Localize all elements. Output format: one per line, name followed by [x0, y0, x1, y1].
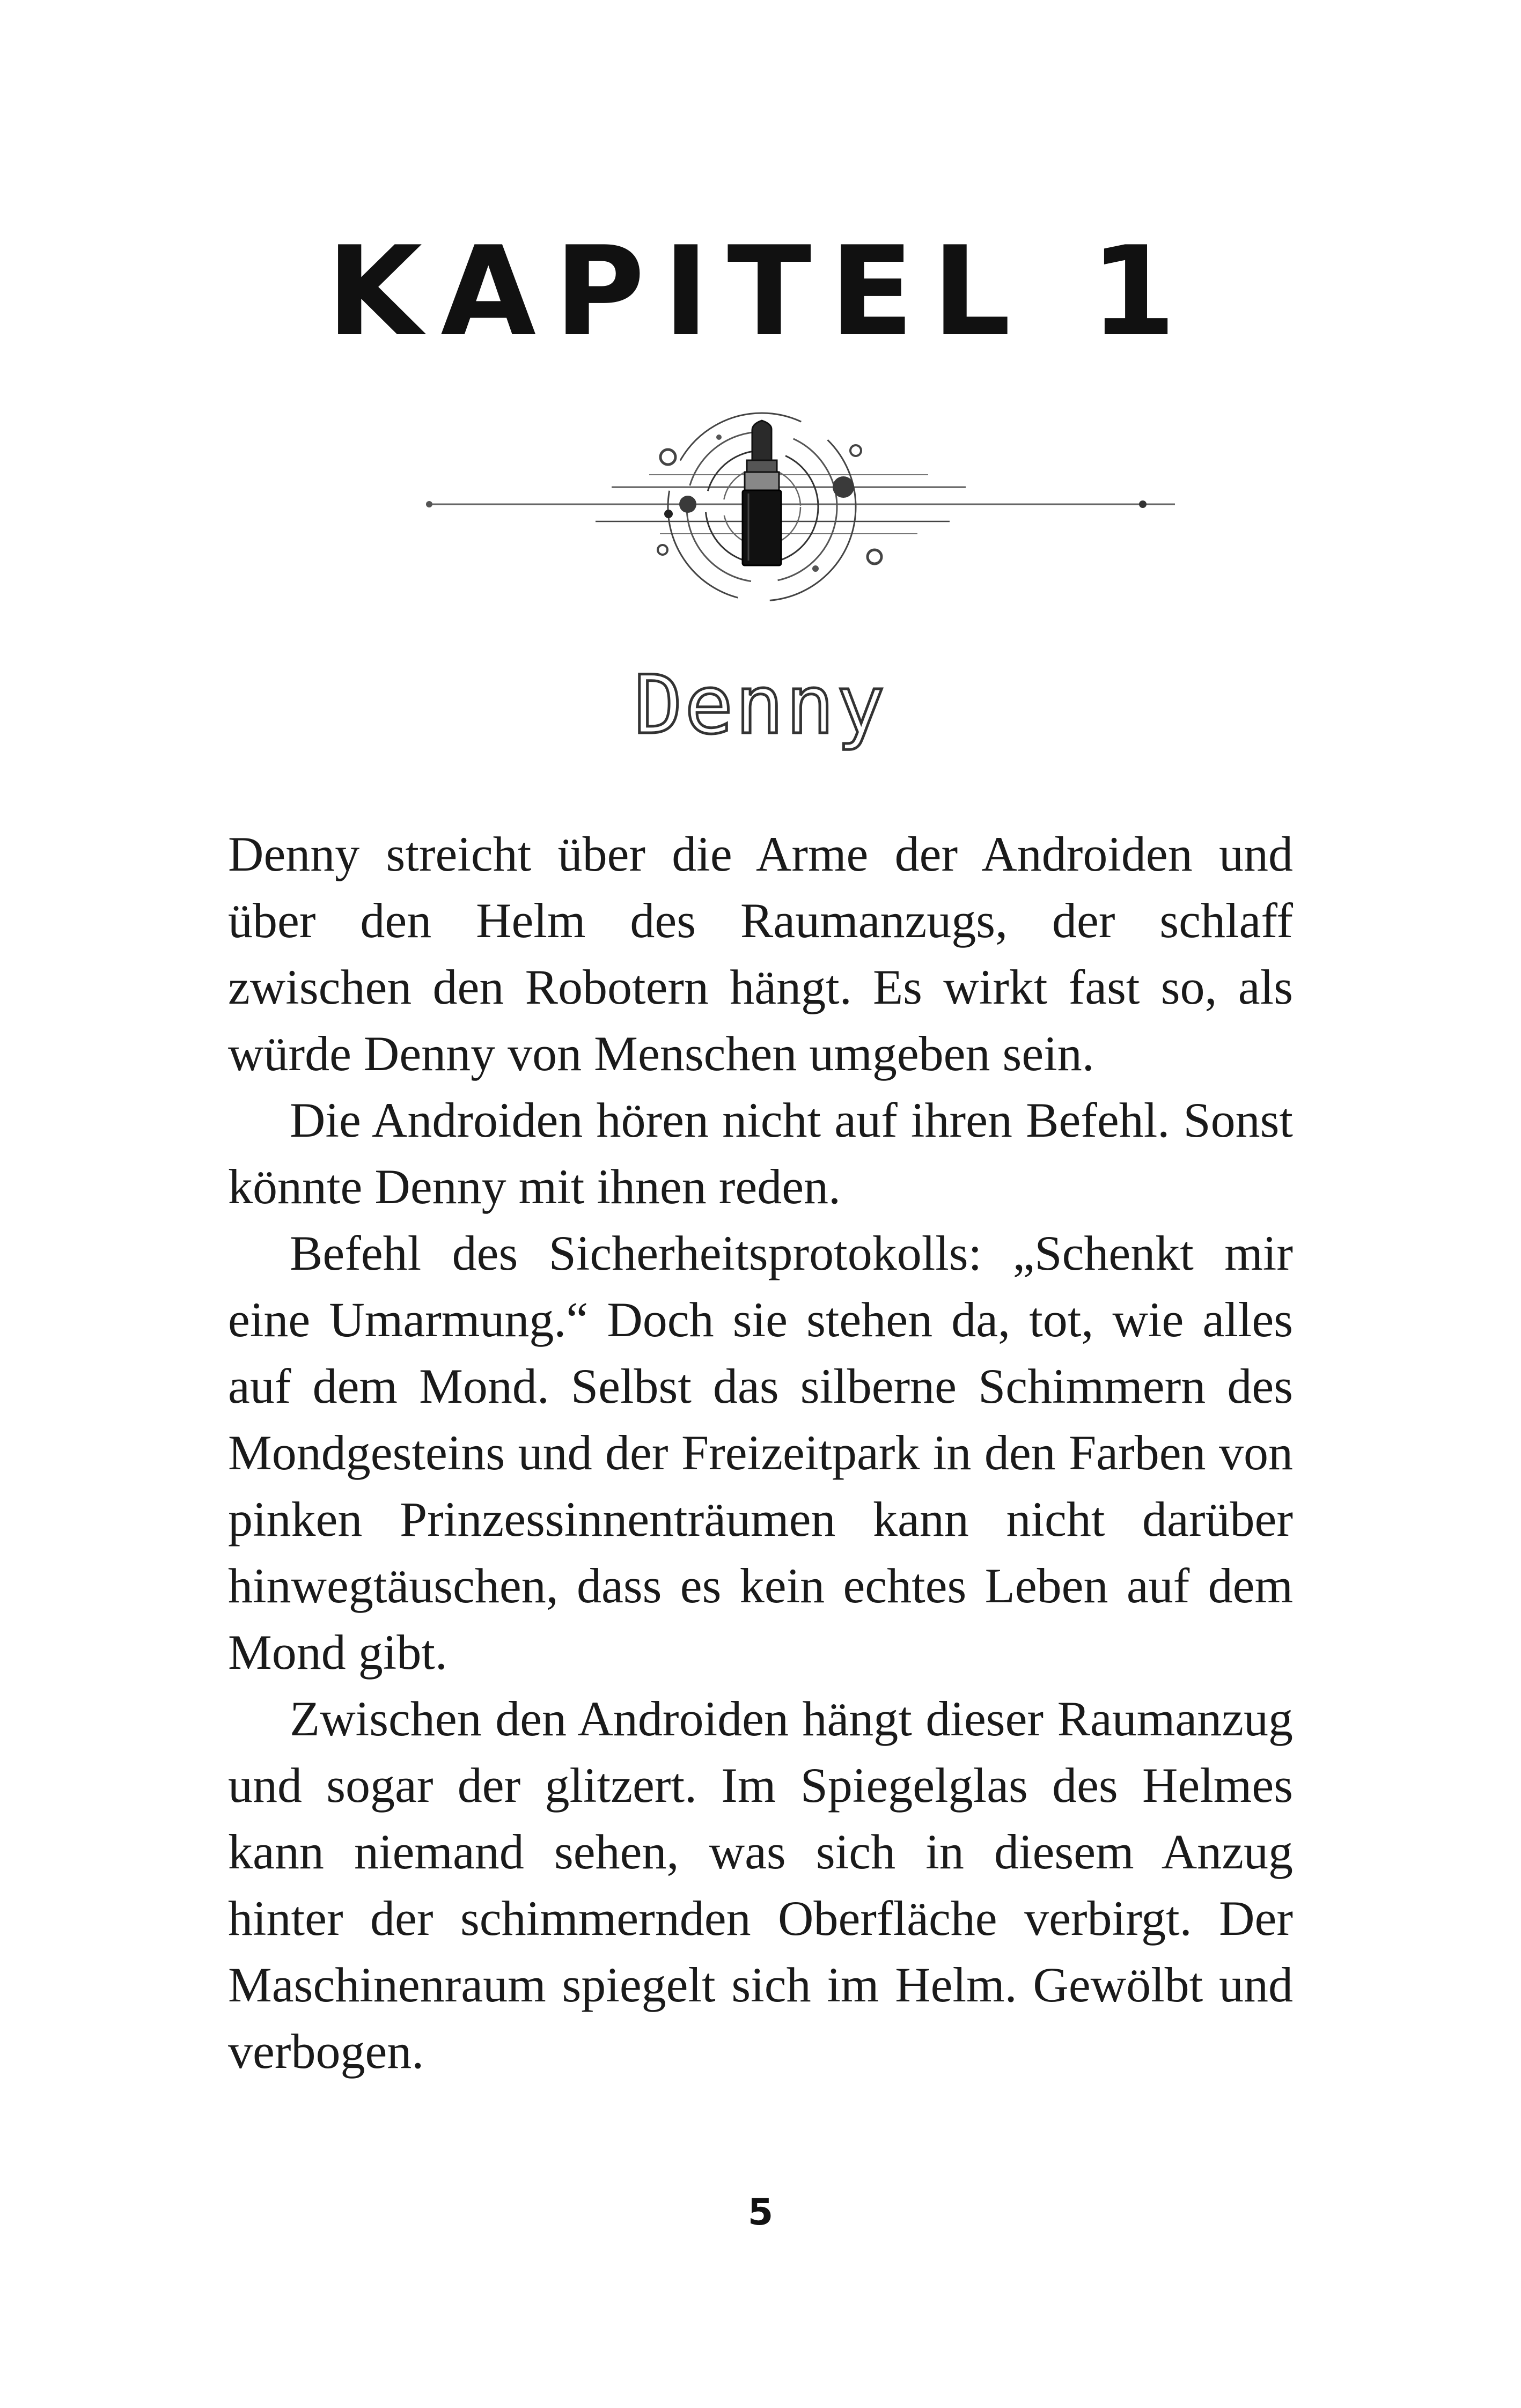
paragraph: Denny streicht über die Arme der Androiden und über den Helm des Raumanzugs, der schlaff zwischen den Robotern hängt. Es wirkt fast so, als würde Denny von Menschen umgeben sein.: [228, 827, 1293, 1081]
paragraph: Zwischen den Androiden hängt dieser Raumanzug und sogar der glitzert. Im Spiegelglas des Helmes kann niemand sehen, was sich in diesem Anzug hinter der schimmernden Oberfläche verbirgt. Der Maschinenraum spiegelt sich im Helm. Gewölbt und verbogen.: [228, 1691, 1293, 2079]
paragraph: Befehl des Sicherheitsprotokolls: „Schenkt mir eine Umarmung.“ Doch sie stehen da, tot, wie alles auf dem Mond. Selbst das silberne Schimmern des Mondgesteins und der Freizeitpark in den Farben von pinken Prinzessinnenträumen kann nicht darüber hinwegtäuschen, dass es kein echtes Leben auf dem Mond gibt.: [228, 1226, 1293, 1680]
page-number: 5: [747, 2191, 774, 2234]
chapter-title: KAPITEL 1: [326, 220, 1195, 364]
section-character-name: Denny: [634, 659, 887, 752]
chapter-body: [228, 821, 1293, 2085]
paragraph: Die Androiden hören nicht auf ihren Befehl. Sonst könnte Denny mit ihnen reden.: [228, 1093, 1293, 1214]
lipstick-orbit-icon: [349, 397, 1175, 612]
